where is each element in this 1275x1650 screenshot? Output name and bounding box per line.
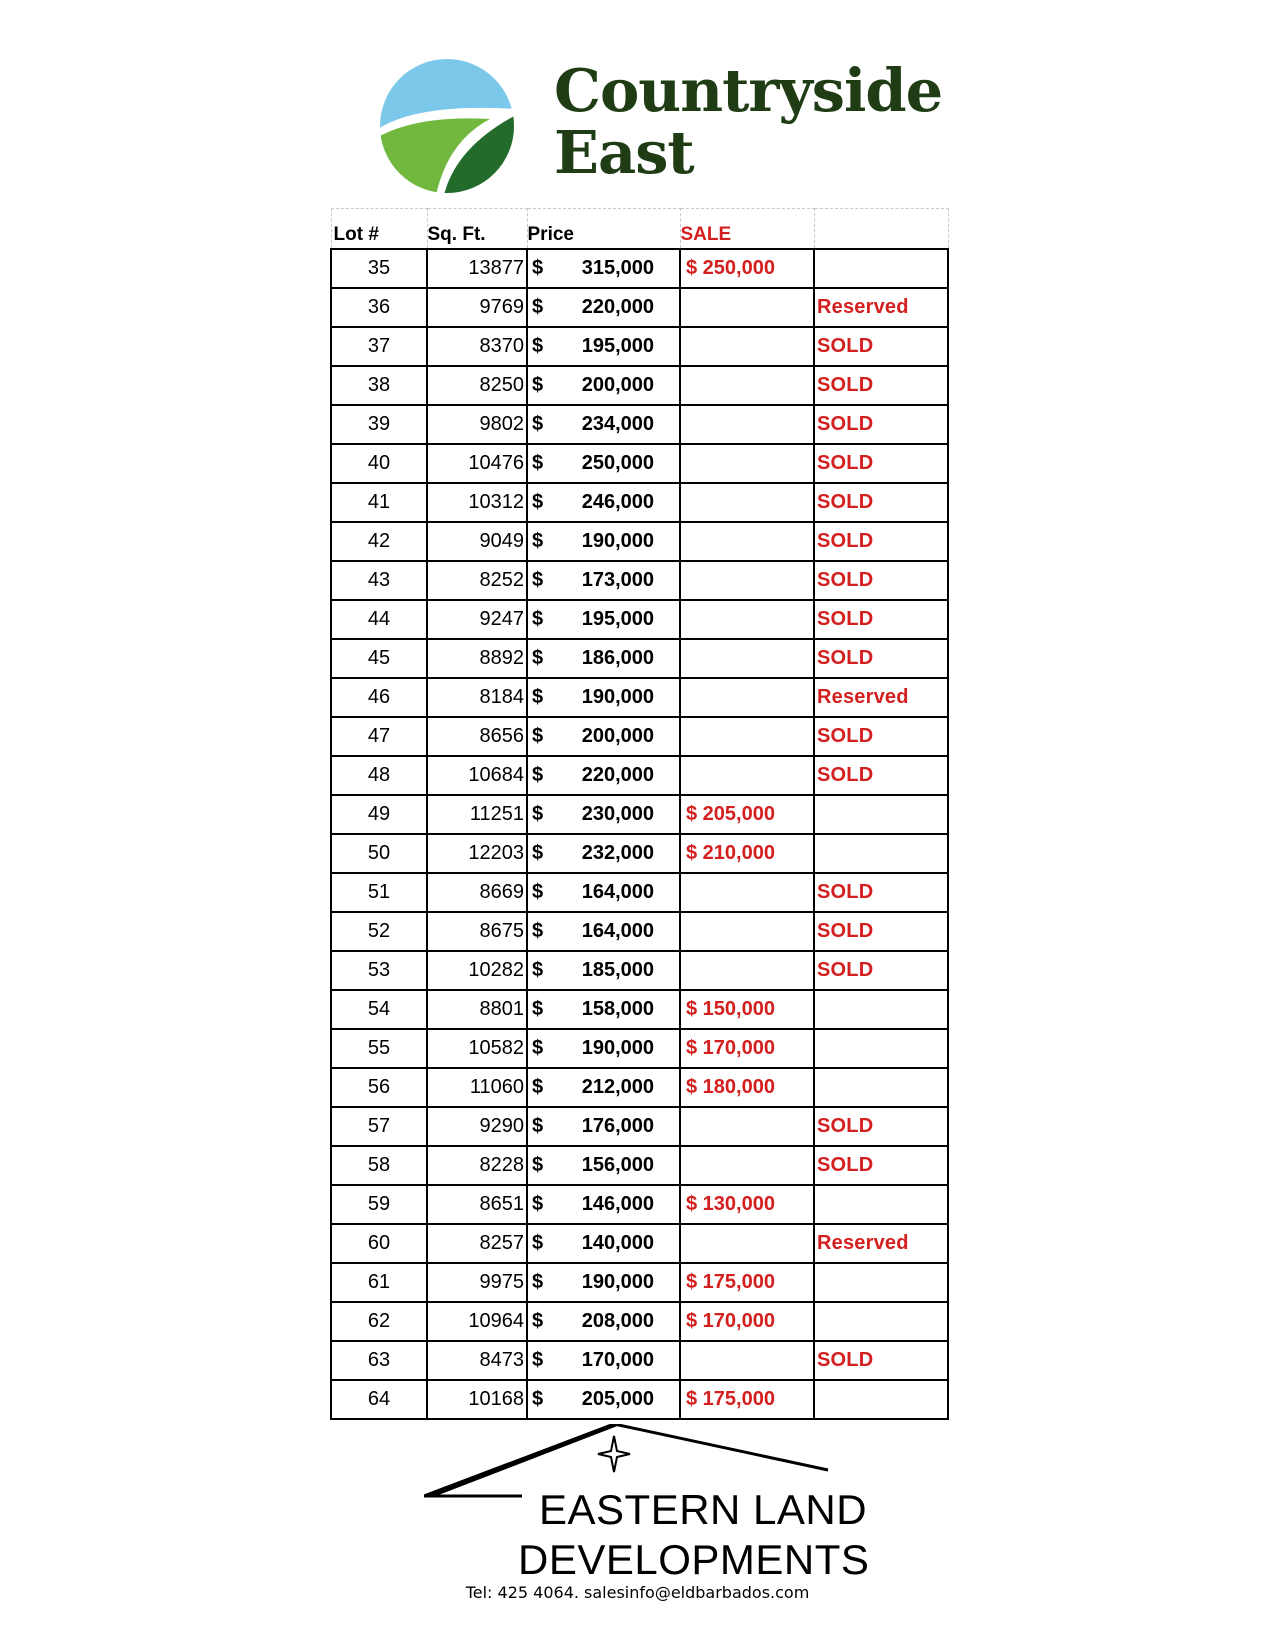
status-cell bbox=[814, 795, 948, 834]
sqft-cell: 8656 bbox=[427, 717, 527, 756]
status-cell: SOLD bbox=[814, 522, 948, 561]
currency-symbol: $ bbox=[532, 491, 544, 513]
status-cell bbox=[814, 1185, 948, 1224]
price-amount: 200,000 bbox=[581, 374, 654, 396]
company-name-line-2: DEVELOPMENTS bbox=[518, 1536, 870, 1583]
lot-number-cell: 56 bbox=[331, 1068, 427, 1107]
table-header-row bbox=[331, 209, 948, 250]
status-cell: SOLD bbox=[814, 561, 948, 600]
table-row bbox=[331, 678, 948, 717]
status-cell: SOLD bbox=[814, 639, 948, 678]
price-cell bbox=[527, 1029, 680, 1068]
price-amount: 146,000 bbox=[581, 1193, 654, 1215]
lot-number-cell: 37 bbox=[331, 327, 427, 366]
status-cell bbox=[814, 1302, 948, 1341]
price-amount: 220,000 bbox=[581, 296, 654, 318]
sale-price-cell: $ 250,000 bbox=[680, 249, 814, 288]
status-cell: SOLD bbox=[814, 366, 948, 405]
sqft-cell: 8228 bbox=[427, 1146, 527, 1185]
price-cell bbox=[527, 795, 680, 834]
price-amount: 164,000 bbox=[581, 920, 654, 942]
price-amount: 186,000 bbox=[581, 647, 654, 669]
price-amount: 200,000 bbox=[581, 725, 654, 747]
price-amount: 205,000 bbox=[581, 1388, 654, 1410]
table-row bbox=[331, 1146, 948, 1185]
table-row bbox=[331, 1068, 948, 1107]
sale-price-cell: $ 205,000 bbox=[680, 795, 814, 834]
price-cell bbox=[527, 1302, 680, 1341]
sale-price-cell: $ 180,000 bbox=[680, 1068, 814, 1107]
price-cell bbox=[527, 288, 680, 327]
lot-number-cell: 40 bbox=[331, 444, 427, 483]
currency-symbol: $ bbox=[532, 881, 544, 903]
status-cell bbox=[814, 249, 948, 288]
lot-number-cell: 50 bbox=[331, 834, 427, 873]
price-amount: 140,000 bbox=[581, 1232, 654, 1254]
table-row bbox=[331, 522, 948, 561]
currency-symbol: $ bbox=[532, 296, 544, 318]
price-amount: 190,000 bbox=[581, 686, 654, 708]
status-cell bbox=[814, 1068, 948, 1107]
price-cell bbox=[527, 522, 680, 561]
status-cell: SOLD bbox=[814, 600, 948, 639]
currency-symbol: $ bbox=[532, 1349, 544, 1371]
header-lot: Lot # bbox=[331, 209, 427, 250]
lot-number-cell: 61 bbox=[331, 1263, 427, 1302]
lot-number-cell: 41 bbox=[331, 483, 427, 522]
brand-line-1: Countryside bbox=[554, 56, 943, 125]
currency-symbol: $ bbox=[532, 452, 544, 474]
sale-price-cell bbox=[680, 951, 814, 990]
currency-symbol: $ bbox=[532, 530, 544, 552]
sqft-cell: 9247 bbox=[427, 600, 527, 639]
lot-number-cell: 58 bbox=[331, 1146, 427, 1185]
sale-price-cell: $ 130,000 bbox=[680, 1185, 814, 1224]
status-cell: SOLD bbox=[814, 1146, 948, 1185]
company-name-line-1: EASTERN LAND bbox=[539, 1486, 868, 1533]
sqft-cell: 10168 bbox=[427, 1380, 527, 1419]
price-cell bbox=[527, 1341, 680, 1380]
lot-number-cell: 51 bbox=[331, 873, 427, 912]
price-cell bbox=[527, 366, 680, 405]
price-amount: 195,000 bbox=[581, 335, 654, 357]
price-cell bbox=[527, 756, 680, 795]
price-cell bbox=[527, 639, 680, 678]
status-cell: SOLD bbox=[814, 951, 948, 990]
price-cell bbox=[527, 1380, 680, 1419]
price-amount: 212,000 bbox=[581, 1076, 654, 1098]
table-body bbox=[331, 249, 948, 1419]
currency-symbol: $ bbox=[532, 257, 544, 279]
sale-price-cell: $ 170,000 bbox=[680, 1302, 814, 1341]
lot-number-cell: 48 bbox=[331, 756, 427, 795]
table-row bbox=[331, 483, 948, 522]
status-cell: SOLD bbox=[814, 756, 948, 795]
sqft-cell: 9049 bbox=[427, 522, 527, 561]
currency-symbol: $ bbox=[532, 413, 544, 435]
table-row bbox=[331, 795, 948, 834]
table-row bbox=[331, 1224, 948, 1263]
lot-number-cell: 35 bbox=[331, 249, 427, 288]
currency-symbol: $ bbox=[532, 1076, 544, 1098]
sale-price-cell bbox=[680, 600, 814, 639]
status-cell: SOLD bbox=[814, 873, 948, 912]
lot-number-cell: 62 bbox=[331, 1302, 427, 1341]
price-amount: 173,000 bbox=[581, 569, 654, 591]
lot-number-cell: 46 bbox=[331, 678, 427, 717]
sqft-cell: 13877 bbox=[427, 249, 527, 288]
price-amount: 315,000 bbox=[581, 257, 654, 279]
table-row bbox=[331, 873, 948, 912]
table-row bbox=[331, 288, 948, 327]
price-cell bbox=[527, 327, 680, 366]
sqft-cell: 12203 bbox=[427, 834, 527, 873]
table-row bbox=[331, 756, 948, 795]
sqft-cell: 8252 bbox=[427, 561, 527, 600]
currency-symbol: $ bbox=[532, 1310, 544, 1332]
table-row bbox=[331, 1107, 948, 1146]
price-cell bbox=[527, 834, 680, 873]
table-row bbox=[331, 1302, 948, 1341]
currency-symbol: $ bbox=[532, 608, 544, 630]
price-amount: 190,000 bbox=[581, 530, 654, 552]
table-row bbox=[331, 1185, 948, 1224]
price-amount: 185,000 bbox=[581, 959, 654, 981]
status-cell: SOLD bbox=[814, 912, 948, 951]
lot-number-cell: 45 bbox=[331, 639, 427, 678]
sqft-cell: 9802 bbox=[427, 405, 527, 444]
sale-price-cell: $ 150,000 bbox=[680, 990, 814, 1029]
currency-symbol: $ bbox=[532, 1037, 544, 1059]
currency-symbol: $ bbox=[532, 569, 544, 591]
currency-symbol: $ bbox=[532, 1232, 544, 1254]
sale-price-cell bbox=[680, 756, 814, 795]
sale-price-cell bbox=[680, 1146, 814, 1185]
table-row bbox=[331, 1029, 948, 1068]
sqft-cell: 8370 bbox=[427, 327, 527, 366]
sqft-cell: 8675 bbox=[427, 912, 527, 951]
status-cell: SOLD bbox=[814, 405, 948, 444]
currency-symbol: $ bbox=[532, 920, 544, 942]
lot-number-cell: 38 bbox=[331, 366, 427, 405]
sqft-cell: 10964 bbox=[427, 1302, 527, 1341]
sale-price-cell bbox=[680, 912, 814, 951]
price-cell bbox=[527, 1146, 680, 1185]
price-cell bbox=[527, 249, 680, 288]
sale-price-cell bbox=[680, 366, 814, 405]
currency-symbol: $ bbox=[532, 764, 544, 786]
table-row bbox=[331, 366, 948, 405]
eastern-land-logo bbox=[424, 1424, 870, 1584]
status-cell: SOLD bbox=[814, 444, 948, 483]
sqft-cell: 10282 bbox=[427, 951, 527, 990]
lot-number-cell: 53 bbox=[331, 951, 427, 990]
sqft-cell: 8250 bbox=[427, 366, 527, 405]
price-cell bbox=[527, 678, 680, 717]
currency-symbol: $ bbox=[532, 1388, 544, 1410]
lot-number-cell: 47 bbox=[331, 717, 427, 756]
sqft-cell: 9975 bbox=[427, 1263, 527, 1302]
status-cell: SOLD bbox=[814, 483, 948, 522]
price-cell bbox=[527, 1107, 680, 1146]
table-row bbox=[331, 600, 948, 639]
price-amount: 156,000 bbox=[581, 1154, 654, 1176]
lot-number-cell: 36 bbox=[331, 288, 427, 327]
compass-star-icon bbox=[598, 1436, 630, 1472]
price-amount: 195,000 bbox=[581, 608, 654, 630]
table-row bbox=[331, 834, 948, 873]
table-row bbox=[331, 1341, 948, 1380]
lot-number-cell: 42 bbox=[331, 522, 427, 561]
status-cell: Reserved bbox=[814, 1224, 948, 1263]
lot-number-cell: 43 bbox=[331, 561, 427, 600]
sqft-cell: 11251 bbox=[427, 795, 527, 834]
sale-price-cell bbox=[680, 405, 814, 444]
lot-number-cell: 44 bbox=[331, 600, 427, 639]
currency-symbol: $ bbox=[532, 1271, 544, 1293]
sqft-cell: 10312 bbox=[427, 483, 527, 522]
table-row bbox=[331, 717, 948, 756]
sale-price-cell bbox=[680, 522, 814, 561]
price-cell bbox=[527, 1185, 680, 1224]
sale-price-cell bbox=[680, 717, 814, 756]
table-row bbox=[331, 1263, 948, 1302]
table-row bbox=[331, 444, 948, 483]
price-amount: 170,000 bbox=[581, 1349, 654, 1371]
price-cell bbox=[527, 561, 680, 600]
sale-price-cell bbox=[680, 873, 814, 912]
countryside-hills-icon bbox=[378, 57, 516, 195]
sale-price-cell bbox=[680, 678, 814, 717]
price-amount: 190,000 bbox=[581, 1037, 654, 1059]
header-sale: SALE bbox=[680, 209, 814, 250]
lot-number-cell: 52 bbox=[331, 912, 427, 951]
contact-info: Tel: 425 4064. salesinfo@eldbarbados.com bbox=[465, 1583, 810, 1602]
price-amount: 232,000 bbox=[581, 842, 654, 864]
currency-symbol: $ bbox=[532, 647, 544, 669]
lot-number-cell: 63 bbox=[331, 1341, 427, 1380]
sqft-cell: 10684 bbox=[427, 756, 527, 795]
sqft-cell: 8801 bbox=[427, 990, 527, 1029]
sale-price-cell bbox=[680, 288, 814, 327]
lot-number-cell: 64 bbox=[331, 1380, 427, 1419]
brand-line-2: East bbox=[554, 118, 694, 187]
countryside-east-logo bbox=[378, 54, 943, 204]
price-amount: 190,000 bbox=[581, 1271, 654, 1293]
sale-price-cell: $ 170,000 bbox=[680, 1029, 814, 1068]
lot-number-cell: 57 bbox=[331, 1107, 427, 1146]
sqft-cell: 10476 bbox=[427, 444, 527, 483]
table-row bbox=[331, 249, 948, 288]
currency-symbol: $ bbox=[532, 803, 544, 825]
currency-symbol: $ bbox=[532, 959, 544, 981]
price-cell bbox=[527, 405, 680, 444]
price-cell bbox=[527, 600, 680, 639]
status-cell: SOLD bbox=[814, 327, 948, 366]
status-cell: Reserved bbox=[814, 288, 948, 327]
currency-symbol: $ bbox=[532, 1154, 544, 1176]
currency-symbol: $ bbox=[532, 1115, 544, 1137]
price-amount: 164,000 bbox=[581, 881, 654, 903]
price-amount: 230,000 bbox=[581, 803, 654, 825]
sale-price-cell: $ 210,000 bbox=[680, 834, 814, 873]
price-cell bbox=[527, 951, 680, 990]
sale-price-cell bbox=[680, 1341, 814, 1380]
sale-price-cell: $ 175,000 bbox=[680, 1380, 814, 1419]
currency-symbol: $ bbox=[532, 335, 544, 357]
price-cell bbox=[527, 1224, 680, 1263]
lot-number-cell: 39 bbox=[331, 405, 427, 444]
sale-price-cell bbox=[680, 483, 814, 522]
brand-name bbox=[554, 56, 943, 187]
sale-price-cell bbox=[680, 1107, 814, 1146]
lot-price-table bbox=[330, 208, 949, 1420]
price-cell bbox=[527, 1263, 680, 1302]
price-amount: 234,000 bbox=[581, 413, 654, 435]
currency-symbol: $ bbox=[532, 998, 544, 1020]
sqft-cell: 8651 bbox=[427, 1185, 527, 1224]
header-price: Price bbox=[527, 209, 680, 250]
table-row bbox=[331, 639, 948, 678]
header-status bbox=[814, 209, 948, 250]
price-cell bbox=[527, 1068, 680, 1107]
status-cell bbox=[814, 834, 948, 873]
sqft-cell: 8184 bbox=[427, 678, 527, 717]
sale-price-cell: $ 175,000 bbox=[680, 1263, 814, 1302]
sqft-cell: 8669 bbox=[427, 873, 527, 912]
sale-price-cell bbox=[680, 561, 814, 600]
table-row bbox=[331, 990, 948, 1029]
table-row bbox=[331, 912, 948, 951]
price-amount: 176,000 bbox=[581, 1115, 654, 1137]
status-cell bbox=[814, 1263, 948, 1302]
sale-price-cell bbox=[680, 327, 814, 366]
status-cell: SOLD bbox=[814, 1341, 948, 1380]
lot-number-cell: 55 bbox=[331, 1029, 427, 1068]
lot-number-cell: 49 bbox=[331, 795, 427, 834]
sqft-cell: 8257 bbox=[427, 1224, 527, 1263]
price-amount: 220,000 bbox=[581, 764, 654, 786]
price-cell bbox=[527, 483, 680, 522]
status-cell bbox=[814, 1029, 948, 1068]
sale-price-cell bbox=[680, 639, 814, 678]
table-row bbox=[331, 405, 948, 444]
currency-symbol: $ bbox=[532, 1193, 544, 1215]
currency-symbol: $ bbox=[532, 842, 544, 864]
sqft-cell: 8473 bbox=[427, 1341, 527, 1380]
status-cell: SOLD bbox=[814, 1107, 948, 1146]
table-row bbox=[331, 1380, 948, 1419]
price-cell bbox=[527, 990, 680, 1029]
status-cell: Reserved bbox=[814, 678, 948, 717]
price-cell bbox=[527, 873, 680, 912]
lot-number-cell: 59 bbox=[331, 1185, 427, 1224]
price-amount: 158,000 bbox=[581, 998, 654, 1020]
price-amount: 246,000 bbox=[581, 491, 654, 513]
header-sqft: Sq. Ft. bbox=[427, 209, 527, 250]
sqft-cell: 9769 bbox=[427, 288, 527, 327]
price-amount: 250,000 bbox=[581, 452, 654, 474]
currency-symbol: $ bbox=[532, 725, 544, 747]
sale-price-cell bbox=[680, 1224, 814, 1263]
status-cell bbox=[814, 1380, 948, 1419]
lot-number-cell: 54 bbox=[331, 990, 427, 1029]
sale-price-cell bbox=[680, 444, 814, 483]
table-row bbox=[331, 561, 948, 600]
sqft-cell: 10582 bbox=[427, 1029, 527, 1068]
price-amount: 208,000 bbox=[581, 1310, 654, 1332]
currency-symbol: $ bbox=[532, 686, 544, 708]
price-cell bbox=[527, 717, 680, 756]
status-cell bbox=[814, 990, 948, 1029]
lot-number-cell: 60 bbox=[331, 1224, 427, 1263]
sqft-cell: 8892 bbox=[427, 639, 527, 678]
table-row bbox=[331, 951, 948, 990]
status-cell: SOLD bbox=[814, 717, 948, 756]
price-cell bbox=[527, 444, 680, 483]
price-cell bbox=[527, 912, 680, 951]
currency-symbol: $ bbox=[532, 374, 544, 396]
sqft-cell: 9290 bbox=[427, 1107, 527, 1146]
table-row bbox=[331, 327, 948, 366]
sqft-cell: 11060 bbox=[427, 1068, 527, 1107]
